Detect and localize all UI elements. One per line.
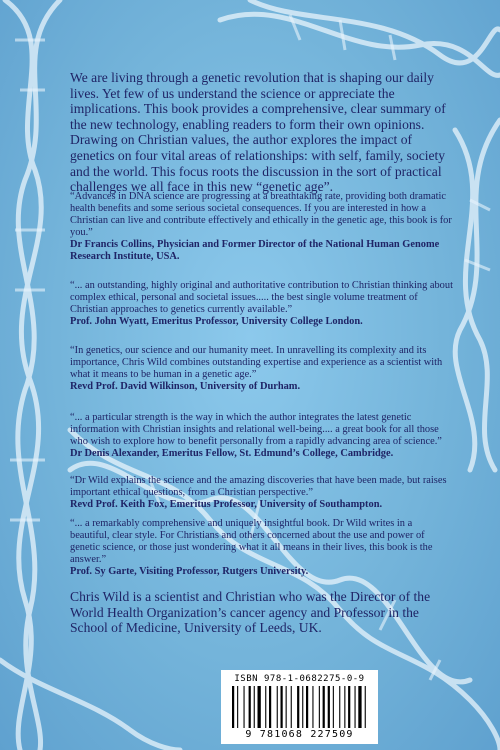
barcode-bar <box>358 686 361 728</box>
barcode-bar <box>265 686 266 728</box>
endorsement <box>70 191 454 263</box>
author-bio: Chris Wild is a scientist and Christian who was the Director of the World Health Organization’s cancer agency and Professor in the School of Medicine, University of Leeds, UK. <box>70 589 431 636</box>
book-blurb: We are living through a genetic revolution that is shaping our daily lives. Yet few of us understand the science or appreciate the implications. This book provides a comprehensive, clear summary of the new technology, enabling readers to form their own opinions. Drawing on Christian values, the author explores the impact of genetics on four vital areas of relationships: with self, family, society and the world. This focus roots the discussion in the sort of practical challenges we all face in this new “genetic age”. <box>70 70 446 195</box>
barcode-bar <box>333 686 334 728</box>
endorsement-text: “... a remarkably comprehensive and uniquely insightful book. Dr Wild writes in a beautiful, clear style. For Christians and others concerned about the use and power of genetic science, or those just wondering what it all means in their lives, this book is the answer.” <box>70 518 433 565</box>
barcode-bar <box>355 686 356 728</box>
barcode-bar <box>237 686 238 728</box>
barcode-bar <box>328 686 330 728</box>
endorsement-attribution: Dr Denis Alexander, Emeritus Fellow, St. Edmund’s College, Cambridge. <box>70 448 394 459</box>
barcode-bar <box>269 686 271 728</box>
endorsement-attribution: Dr Francis Collins, Physician and Former Director of the National Human Genome Research Institute, USA. <box>70 239 440 262</box>
isbn-label: ISBN 978-1-0682275-0-9 <box>234 674 365 684</box>
barcode-bar <box>365 686 366 728</box>
barcode-bar <box>254 686 255 728</box>
endorsement <box>70 280 454 328</box>
endorsement-text: “Dr Wild explains the science and the amazing discoveries that have been made, but raises important ethical questions, from a Christian perspective.” <box>70 475 447 498</box>
endorsement-attribution: Prof. John Wyatt, Emeritus Professor, University College London. <box>70 316 363 327</box>
barcode-bar <box>291 686 292 728</box>
barcode-bar <box>306 686 308 728</box>
endorsement <box>70 412 454 460</box>
barcode-bar <box>249 686 251 728</box>
endorsement-text: “... an outstanding, highly original and authoritative contribution to Christian thinking about complex ethical, personal and societal issues..... the best single volume treatment of Christian approaches to genetics currently available.” <box>70 280 453 315</box>
barcode-digits: 9 781068 227509 <box>245 729 354 740</box>
barcode-bar <box>281 686 283 728</box>
endorsement <box>70 518 454 578</box>
endorsement <box>70 475 454 511</box>
barcode-bar <box>348 686 350 728</box>
barcode-bar <box>344 686 345 728</box>
barcode-bar <box>232 686 234 728</box>
endorsement-text: “... a particular strength is the way in which the author integrates the latest genetic information with Christian insights and relational well-being.... a great book for all those who wish to explore how to benefit personally from a rapidly advancing area of science.” <box>70 412 442 447</box>
endorsement-text: “Advances in DNA science are progressing at a breathtaking rate, providing both dramatic health benefits and some serious societal consequences. If you are interested in how a Christian can live and contribute effectively and ethically in the genetic age, this book is for you.” <box>70 191 452 238</box>
isbn-barcode <box>221 670 378 744</box>
barcode-bar <box>323 686 325 728</box>
barcode-bar <box>258 686 261 728</box>
endorsement-attribution: Prof. Sy Garte, Visiting Professor, Rutgers University. <box>70 566 309 577</box>
barcode-bars <box>230 686 369 730</box>
barcode-bar <box>312 686 313 728</box>
barcode-bar <box>302 686 303 728</box>
barcode-bar <box>244 686 245 728</box>
barcode-bar <box>286 686 287 728</box>
endorsement-text: “In genetics, our science and our humanity meet. In unravelling its complexity and its importance, Chris Wild combines outstanding expertise and experience as a scientist with what it means to be human in a genetic age.” <box>70 345 443 380</box>
endorsement-attribution: Revd Prof. Keith Fox, Emeritus Professor, University of Southampton. <box>70 499 383 510</box>
endorsement <box>70 345 454 393</box>
barcode-bar <box>319 686 320 728</box>
endorsement-attribution: Revd Prof. David Wilkinson, University of Durham. <box>70 381 301 392</box>
barcode-bar <box>339 686 340 728</box>
barcode-bar <box>277 686 278 728</box>
barcode-bar <box>297 686 299 728</box>
